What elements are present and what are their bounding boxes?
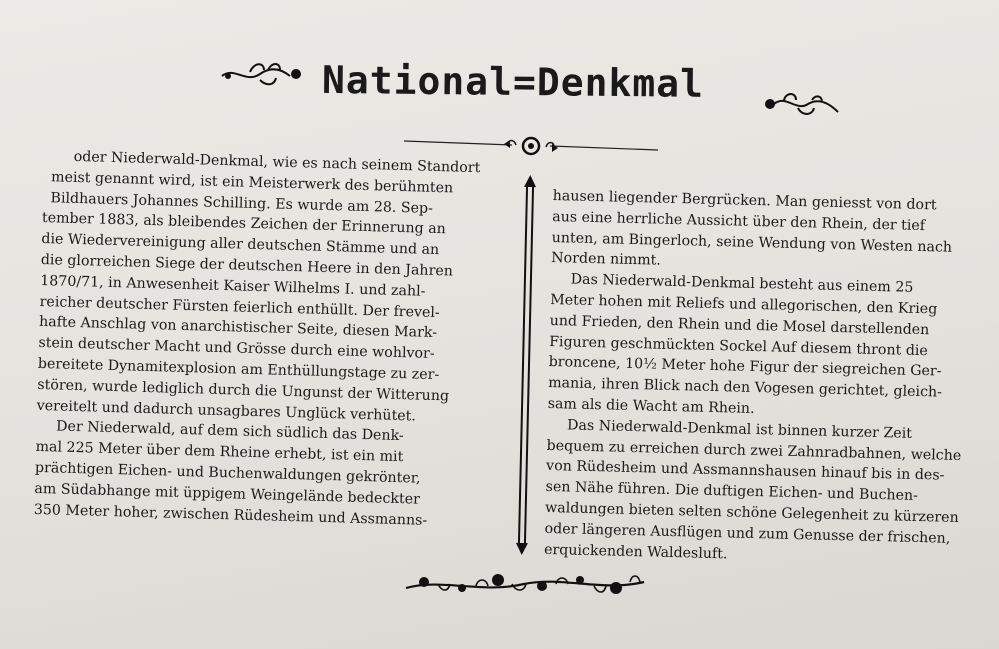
- text-line: am Südabhange mit üppigem Weingelände bedeckter: [34, 480, 421, 508]
- title-rule-rosette-icon: [404, 134, 658, 158]
- text-line: waldungen bieten selten schöne Gelegenheit zu kürzeren: [544, 499, 959, 526]
- text-line: stören, wurde lediglich durch die Ungunst der Witterung: [37, 376, 450, 405]
- page-title: National=Denkmal: [321, 57, 705, 106]
- text-line: oder längeren Ausflügen und zum Genusse der frischen,: [544, 520, 951, 547]
- text-line: bequem zu erreichen durch zwei Zahnradbahnen, welche: [546, 437, 962, 464]
- text-line: und Frieden, den Rhein und die Mosel darstellenden: [549, 312, 930, 339]
- text-line: erquickenden Waldesluft.: [543, 541, 728, 562]
- right-title-flourish-icon: [762, 90, 840, 122]
- text-line: mal 225 Meter über dem Rheine erhebt, ist ein mit: [35, 439, 404, 466]
- column-divider-icon: [515, 175, 538, 555]
- text-line: die Wiedervereinigung aller deutschen Stämme und an: [41, 231, 440, 259]
- text-line: von Rüdesheim und Assmannshausen hinauf bis in des-: [545, 458, 945, 485]
- text-line: vereitelt und dadurch unsagbares Unglück verhütet.: [36, 397, 417, 425]
- text-line: Figuren geschmückten Sockel Auf diesem thront die: [549, 333, 929, 359]
- text-line: mania, ihren Blick nach den Vogesen gerichtet, gleich-: [547, 375, 943, 401]
- text-line: Der Niederwald, auf dem sich südlich das Denk-: [55, 418, 404, 445]
- text-line: oder Niederwald-Denkmal, wie es nach seinem Standort: [73, 148, 481, 177]
- text-line: die glorreichen Siege der deutschen Heere in den Jahren: [40, 251, 454, 280]
- text-column-right: [544, 186, 968, 570]
- floral-vignette-icon: [402, 566, 648, 602]
- text-line: hausen liegender Bergrücken. Man geniesst von dort: [552, 187, 937, 214]
- text-line: Das Niederwald-Denkmal ist binnen kurzer Zeit: [566, 417, 913, 442]
- text-line: broncene, 10½ Meter hohe Figur der siegreichen Ger-: [548, 354, 942, 380]
- text-line: tember 1883, als bleibendes Zeichen der Erinnerung an: [41, 210, 446, 238]
- text-line: reicher deutscher Fürsten feierlich enthüllt. Der frevel-: [39, 293, 440, 321]
- text-line: 350 Meter hoher, zwischen Rüdesheim und Assmanns-: [33, 501, 428, 529]
- text-line: sam als die Wacht am Rhein.: [547, 395, 755, 417]
- text-line: Das Niederwald-Denkmal besteht aus einem 25: [570, 271, 914, 297]
- left-title-flourish-icon: [220, 58, 302, 90]
- text-line: meist genannt wird, ist ein Meisterwerk des berühmten: [50, 169, 454, 197]
- text-line: stein deutscher Macht und Grösse durch eine wohlvor-: [38, 335, 435, 363]
- text-line: Meter hohen mit Reliefs und allegorischen, den Krieg: [550, 291, 938, 318]
- text-column-left: [34, 146, 481, 532]
- text-line: prächtigen Eichen- und Buchenwaldungen gekrönter,: [34, 459, 421, 487]
- text-line: sen Nähe führen. Die duftigen Eichen- und Buchen-: [545, 479, 919, 505]
- text-line: unten, am Bingerloch, seine Wendung von Westen nach: [551, 229, 953, 256]
- text-line: Bildhauers Johannes Schilling. Es wurde am 28. Sep-: [50, 189, 434, 217]
- text-line: 1870/71, in Anwesenheit Kaiser Wilhelms I. und zahl-: [40, 272, 426, 300]
- text-line: aus eine herrliche Aussicht über den Rhein, der tief: [552, 208, 926, 234]
- text-line: bereitete Dynamitexplosion am Enthüllungstage zu zer-: [37, 355, 440, 384]
- text-line: Norden nimmt.: [551, 250, 662, 270]
- text-line: hafte Anschlag von anarchistischer Seite, diesen Mark-: [38, 314, 438, 342]
